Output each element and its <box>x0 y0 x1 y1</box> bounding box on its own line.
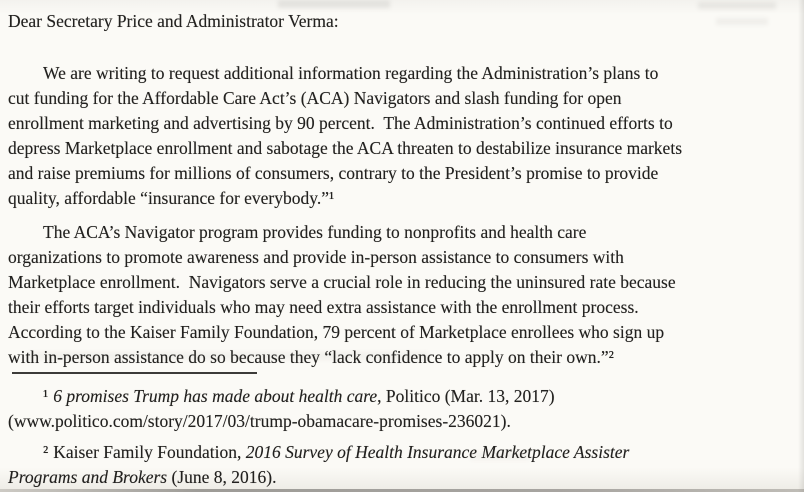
paragraph-1-line: We are writing to request additional information regarding the Administration’s plans to <box>43 63 659 83</box>
paragraph-2-line: organizations to promote awareness and provide in-person assistance to consumers with <box>8 247 624 267</box>
scan-artifact <box>698 2 776 9</box>
footnote-1-article-title: 6 promises Trump has made about health care <box>53 386 378 406</box>
paragraph-2-line: Marketplace enrollment. Navigators serve a crucial role in reducing the uninsured rate because <box>8 272 676 292</box>
paragraph-2-line: According to the Kaiser Family Foundation, 79 percent of Marketplace enrollees who sign up <box>8 322 665 342</box>
footnote-2-date: (June 8, 2016). <box>167 467 277 487</box>
footnote-1-marker: ¹ <box>43 386 49 406</box>
salutation <box>8 9 798 34</box>
footnote-separator-rule <box>12 372 257 374</box>
footnote-2 <box>8 440 798 490</box>
footnote-2-line-2 <box>8 465 798 490</box>
scan-edge-right <box>798 0 804 492</box>
footnote-2-survey-title-cont: Programs and Brokers <box>8 467 168 487</box>
footnote-2-line-1 <box>8 440 798 465</box>
paragraph-1-line: and raise premiums for millions of consumers, contrary to the President’s promise to provide <box>8 163 659 183</box>
footnote-1-url: (www.politico.com/story/2017/03/trump-obamacare-promises-236021). <box>8 411 511 431</box>
paragraph-1 <box>8 61 798 211</box>
paragraph-1-line: depress Marketplace enrollment and sabotage the ACA threaten to destabilize insurance markets <box>8 138 682 158</box>
footnote-1-citation: , Politico (Mar. 13, 2017) <box>377 386 555 406</box>
footnote-1 <box>8 384 798 434</box>
paragraph-1-line: enrollment marketing and advertising by 90 percent. The Administration’s continued efforts to <box>8 113 673 133</box>
paragraph-2-line: their efforts target individuals who may need extra assistance with the enrollment process. <box>8 297 639 317</box>
scan-artifact <box>278 0 390 8</box>
footnote-2-survey-title: 2016 Survey of Health Insurance Marketplace Assister <box>245 442 630 462</box>
paragraph-2-line-with-footnote-ref: with in-person assistance do so because they “lack confidence to apply on their own.”² <box>8 347 614 367</box>
paragraph-2-line: The ACA’s Navigator program provides funding to nonprofits and health care <box>43 222 587 242</box>
salutation-text: Dear Secretary Price and Administrator Verma: <box>8 11 339 31</box>
paragraph-2 <box>8 220 798 370</box>
footnote-2-marker: ² <box>43 442 49 462</box>
paragraph-1-line: cut funding for the Affordable Care Act’s (ACA) Navigators and slash funding for open <box>8 88 622 108</box>
footnote-2-source: Kaiser Family Foundation, <box>53 442 246 462</box>
footnote-1-line-1 <box>8 384 798 409</box>
paragraph-1-line-with-footnote-ref: quality, affordable “insurance for everybody.”¹ <box>8 188 335 208</box>
